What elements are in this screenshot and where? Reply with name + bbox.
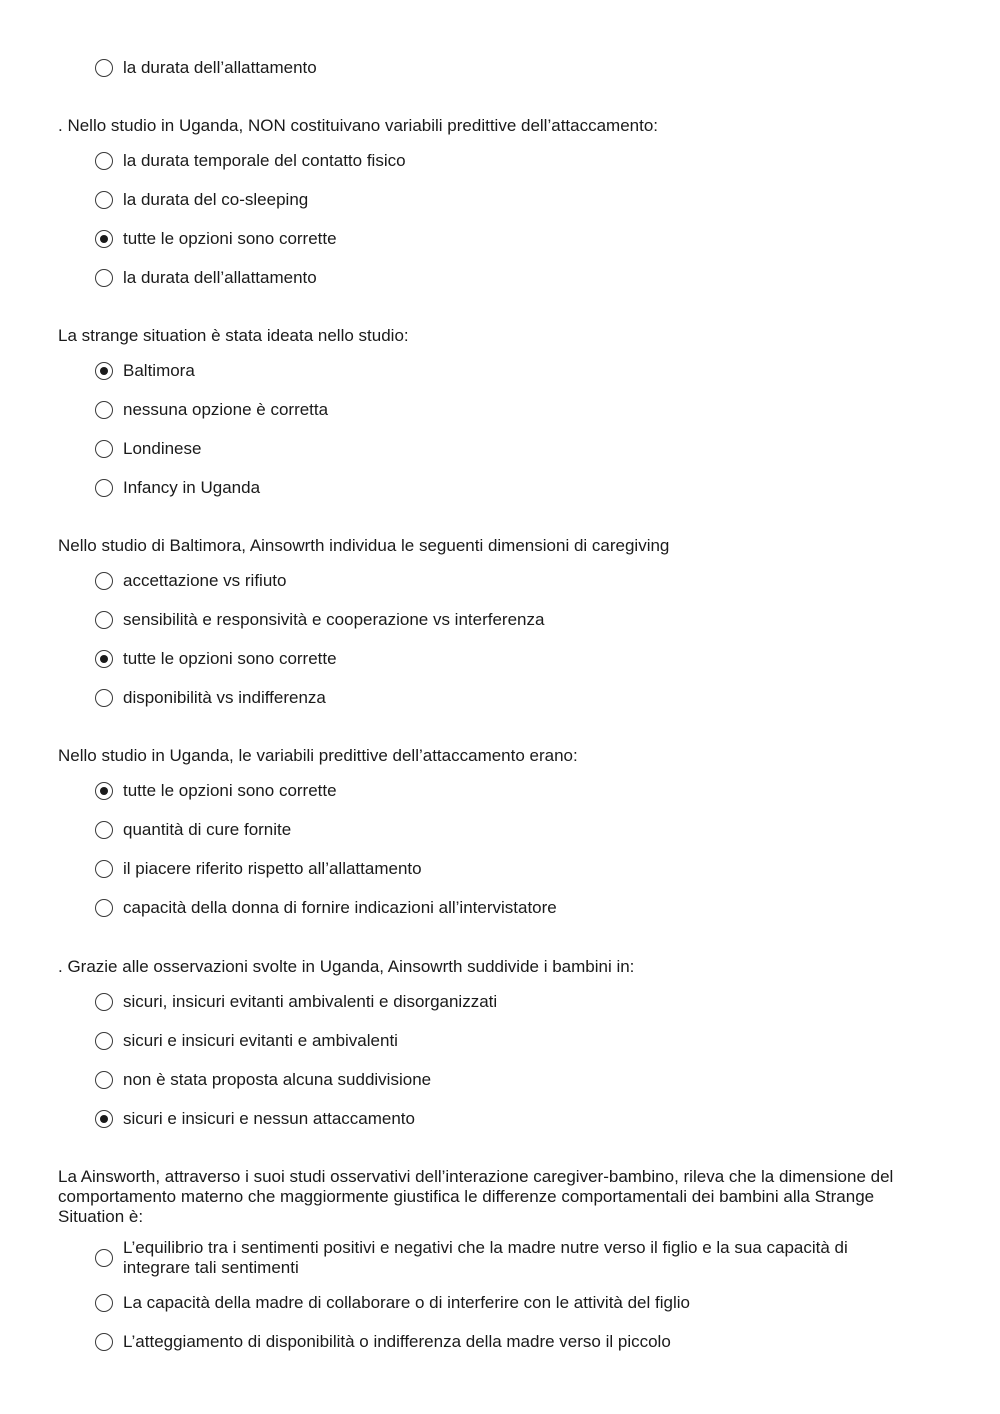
- option-b3-o2[interactable]: [95, 649, 925, 669]
- option-b6-o1[interactable]: [95, 1293, 925, 1313]
- option-label: il piacere riferito rispetto all’allattamento: [123, 859, 422, 878]
- option-label: nessuna opzione è corretta: [123, 400, 329, 419]
- option-label: la durata dell’allattamento: [123, 268, 317, 287]
- option-b2-o3[interactable]: [95, 478, 925, 498]
- option-label: Londinese: [123, 439, 202, 458]
- option-b1-o2[interactable]: [95, 229, 925, 249]
- radio-button[interactable]: [95, 1333, 113, 1351]
- option-b5-o1[interactable]: [95, 1031, 925, 1051]
- option-label: la durata temporale del contatto fisico: [123, 151, 406, 170]
- option-b1-o3[interactable]: [95, 268, 925, 288]
- radio-button[interactable]: [95, 899, 113, 917]
- radio-button[interactable]: [95, 1294, 113, 1312]
- question-text: . Nello studio in Uganda, NON costituivano variabili predittive dell’attaccamento:: [58, 116, 659, 135]
- radio-button[interactable]: [95, 230, 113, 248]
- option-b6-o0[interactable]: [95, 1238, 915, 1278]
- question-text: Nello studio di Baltimora, Ainsowrth individua le seguenti dimensioni di caregiving: [58, 536, 670, 555]
- radio-button[interactable]: [95, 860, 113, 878]
- option-b4-o0[interactable]: [95, 781, 925, 801]
- option-b4-o2[interactable]: [95, 859, 925, 879]
- option-b5-o2[interactable]: [95, 1070, 925, 1090]
- option-b6-o2[interactable]: [95, 1332, 925, 1352]
- question-text: . Grazie alle osservazioni svolte in Uganda, Ainsowrth suddivide i bambini in:: [58, 957, 635, 976]
- radio-button[interactable]: [95, 611, 113, 629]
- radio-button[interactable]: [95, 401, 113, 419]
- option-label: tutte le opzioni sono corrette: [123, 649, 337, 668]
- option-label: sicuri, insicuri evitanti ambivalenti e disorganizzati: [123, 992, 498, 1011]
- option-label: quantità di cure fornite: [123, 820, 292, 839]
- option-label: la durata dell’allattamento: [123, 58, 317, 77]
- radio-button[interactable]: [95, 572, 113, 590]
- question-text: Nello studio in Uganda, le variabili predittive dell’attaccamento erano:: [58, 746, 578, 765]
- option-b2-o1[interactable]: [95, 400, 925, 420]
- radio-button[interactable]: [95, 1071, 113, 1089]
- radio-button[interactable]: [95, 152, 113, 170]
- option-label: La capacità della madre di collaborare o di interferire con le attività del figlio: [123, 1293, 690, 1312]
- option-label: disponibilità vs indifferenza: [123, 688, 326, 707]
- option-label: sicuri e insicuri e nessun attaccamento: [123, 1109, 415, 1128]
- option-label: non è stata proposta alcuna suddivisione: [123, 1070, 432, 1089]
- option-b0-o0[interactable]: [95, 58, 925, 78]
- radio-button[interactable]: [95, 689, 113, 707]
- option-b1-o1[interactable]: [95, 190, 925, 210]
- radio-button[interactable]: [95, 1032, 113, 1050]
- radio-button[interactable]: [95, 362, 113, 380]
- option-b1-o0[interactable]: [95, 151, 925, 171]
- option-label: capacità della donna di fornire indicazioni all’intervistatore: [123, 898, 557, 917]
- radio-button[interactable]: [95, 440, 113, 458]
- radio-button[interactable]: [95, 993, 113, 1011]
- radio-button[interactable]: [95, 650, 113, 668]
- option-b5-o0[interactable]: [95, 992, 925, 1012]
- option-b2-o2[interactable]: [95, 439, 925, 459]
- option-b2-o0[interactable]: [95, 361, 925, 381]
- radio-button[interactable]: [95, 1249, 113, 1267]
- radio-button[interactable]: [95, 269, 113, 287]
- option-label: L’equilibrio tra i sentimenti positivi e negativi che la madre nutre verso il figlio e la sua capacità di integrare tali sentimenti: [123, 1238, 848, 1277]
- option-b4-o1[interactable]: [95, 820, 925, 840]
- radio-button[interactable]: [95, 782, 113, 800]
- question-text: La strange situation è stata ideata nello studio:: [58, 326, 409, 345]
- option-label: la durata del co-sleeping: [123, 190, 309, 209]
- option-label: L’atteggiamento di disponibilità o indifferenza della madre verso il piccolo: [123, 1332, 671, 1351]
- radio-button[interactable]: [95, 1110, 113, 1128]
- radio-button[interactable]: [95, 479, 113, 497]
- radio-button[interactable]: [95, 821, 113, 839]
- option-label: Infancy in Uganda: [123, 478, 261, 497]
- option-b3-o1[interactable]: [95, 610, 925, 630]
- option-b5-o3[interactable]: [95, 1109, 925, 1129]
- option-label: tutte le opzioni sono corrette: [123, 781, 337, 800]
- option-label: sensibilità e responsività e cooperazione vs interferenza: [123, 610, 545, 629]
- option-label: Baltimora: [123, 361, 195, 380]
- option-label: sicuri e insicuri evitanti e ambivalenti: [123, 1031, 398, 1050]
- option-label: tutte le opzioni sono corrette: [123, 229, 337, 248]
- option-b4-o3[interactable]: [95, 898, 925, 918]
- option-b3-o3[interactable]: [95, 688, 925, 708]
- radio-button[interactable]: [95, 191, 113, 209]
- option-label: accettazione vs rifiuto: [123, 571, 287, 590]
- option-b3-o0[interactable]: [95, 571, 925, 591]
- question-text: La Ainsworth, attraverso i suoi studi osservativi dell’interazione caregiver-bambino, rileva che la dimensione del comportamento materno che maggiormente giustifica le differenze comportamentali dei bambini alla Strange Situation è:: [58, 1167, 894, 1226]
- radio-button[interactable]: [95, 59, 113, 77]
